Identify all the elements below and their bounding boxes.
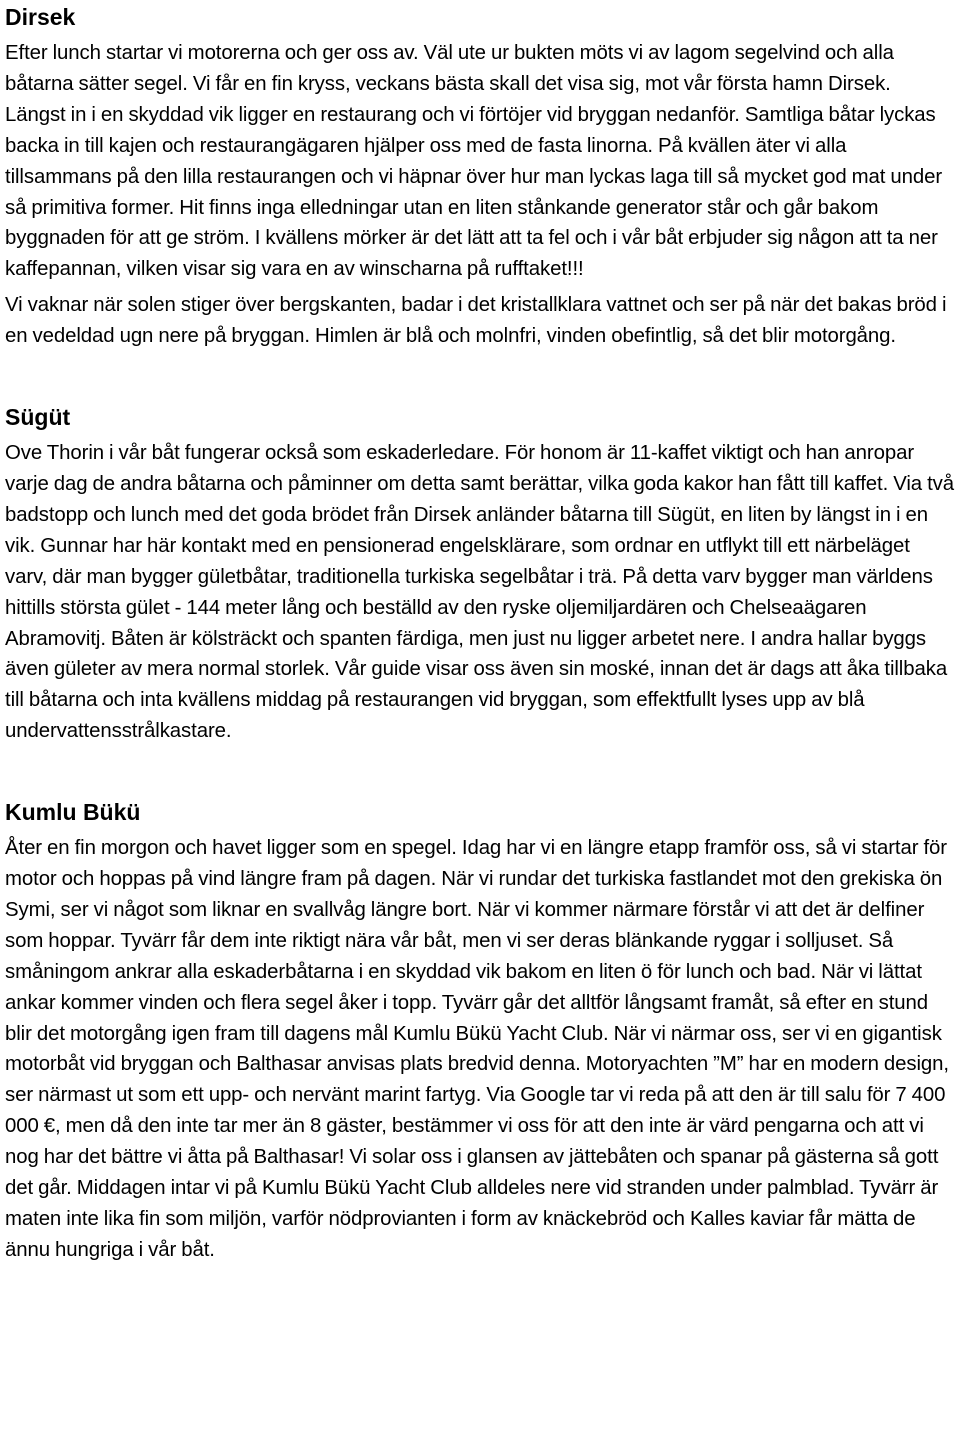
section-sugut	[5, 400, 955, 747]
paragraph: Ove Thorin i vår båt fungerar också som eskaderledare. För honom är 11-kaffet viktigt och han anropar varje dag de andra båtarna och påminner om detta samt berättar, vilka goda kakor han fått till kaffet. Via två badstopp och lunch med det goda brödet från Dirsek anländer båtarna till Sügüt, en liten by längst in i en vik. Gunnar har här kontakt med en pensionerad engelsklärare, som ordnar en utflykt till ett närbeläget varv, där man bygger gületbåtar, traditionella turkiska segelbåtar i trä. På detta varv bygger man världens hittills största gület - 144 meter lång och beställd av den ryske oljemiljardären och Chelseaägaren Abramovitj. Båten är kölsträckt och spanten färdiga, men just nu ligger arbetet nere. I andra hallar byggs även gületer av mera normal storlek. Vår guide visar oss även sin moské, innan det är dags att åka tillbaka till båtarna och inta kvällens middag på restaurangen vid bryggan, som effektfullt lyses upp av blå undervattensstrålkastare.	[5, 442, 955, 743]
section-heading: Sügüt	[5, 404, 71, 431]
section-kumlu-buku	[5, 795, 955, 1266]
section-heading: Dirsek	[5, 4, 76, 30]
paragraph: Vi vaknar när solen stiger över bergskanten, badar i det kristallklara vattnet och ser på när det bakas bröd i en vedeldad ugn nere på bryggan. Himlen är blå och molnfri, vinden obefintlig, så det blir motorgång.	[5, 294, 947, 348]
paragraph: Åter en fin morgon och havet ligger som en spegel. Idag har vi en längre etapp framför oss, så vi startar för motor och hoppas på vind längre fram på dagen. När vi rundar det turkiska fastlandet mot den grekiska ön Symi, ser vi något som liknar en svallvåg längre bort. När vi kommer närmare förstår vi att det är delfiner som hoppar. Tyvärr får dem inte riktigt nära vår båt, men vi ser deras blänkande ryggar i solljuset. Så småningom ankrar alla eskaderbåtarna i en skyddad vik bakom en liten ö för lunch och bad. När vi lättat ankar kommer vinden och flera segel åker i topp. Tyvärr går det alltför långsamt framåt, så efter en stund blir det motorgång igen fram till dagens mål Kumlu Bükü Yacht Club. När vi närmar oss, ser vi en gigantisk motorbåt vid bryggan och Balthasar anvisas plats bredvid denna. Motoryachten ”M” har en modern design, ser närmast ut som ett upp- och nervänt marint fartyg. Via Google tar vi reda på att den är till salu för 7 400 000 €, men då den inte tar mer än 8 gäster, bestämmer vi oss för att den inte är värd pengarna och att vi nog har det bättre vi åtta på Balthasar! Vi solar oss i glansen av jättebåten och spanar på gästerna så gott det går. Middagen intar vi på Kumlu Bükü Yacht Club alldeles nere vid stranden under palmblad. Tyvärr är maten inte lika fin som miljön, varför nödprovianten i form av knäckebröd och Kalles kaviar får mätta de ännu hungriga i vår båt.	[5, 837, 949, 1261]
section-dirsek	[5, 0, 955, 352]
paragraph: Efter lunch startar vi motorerna och ger oss av. Väl ute ur bukten möts vi av lagom segelvind och alla båtarna sätter segel. Vi får en fin kryss, veckans bästa skall det visa sig, mot vår första hamn Dirsek. Längst in i en skyddad vik ligger en restaurang och vi förtöjer vid bryggan nedanför. Samtliga båtar lyckas backa in till kajen och restaurangägaren hjälper oss med de fasta linorna. På kvällen äter vi alla tillsammans på den lilla restaurangen och vi häpnar över hur man lyckas laga till så mycket god mat under så primitiva former. Hit finns inga elledningar utan en liten stånkande generator står och går bakom byggnaden för att ge ström. I kvällens mörker är det lätt att ta fel och i vår båt erbjuder sig någon att ta ner kaffepannan, vilken visar sig vara en av winscharna på rufftaket!!!	[5, 42, 943, 281]
section-heading: Kumlu Bükü	[5, 799, 141, 826]
document-page	[5, 0, 955, 1266]
